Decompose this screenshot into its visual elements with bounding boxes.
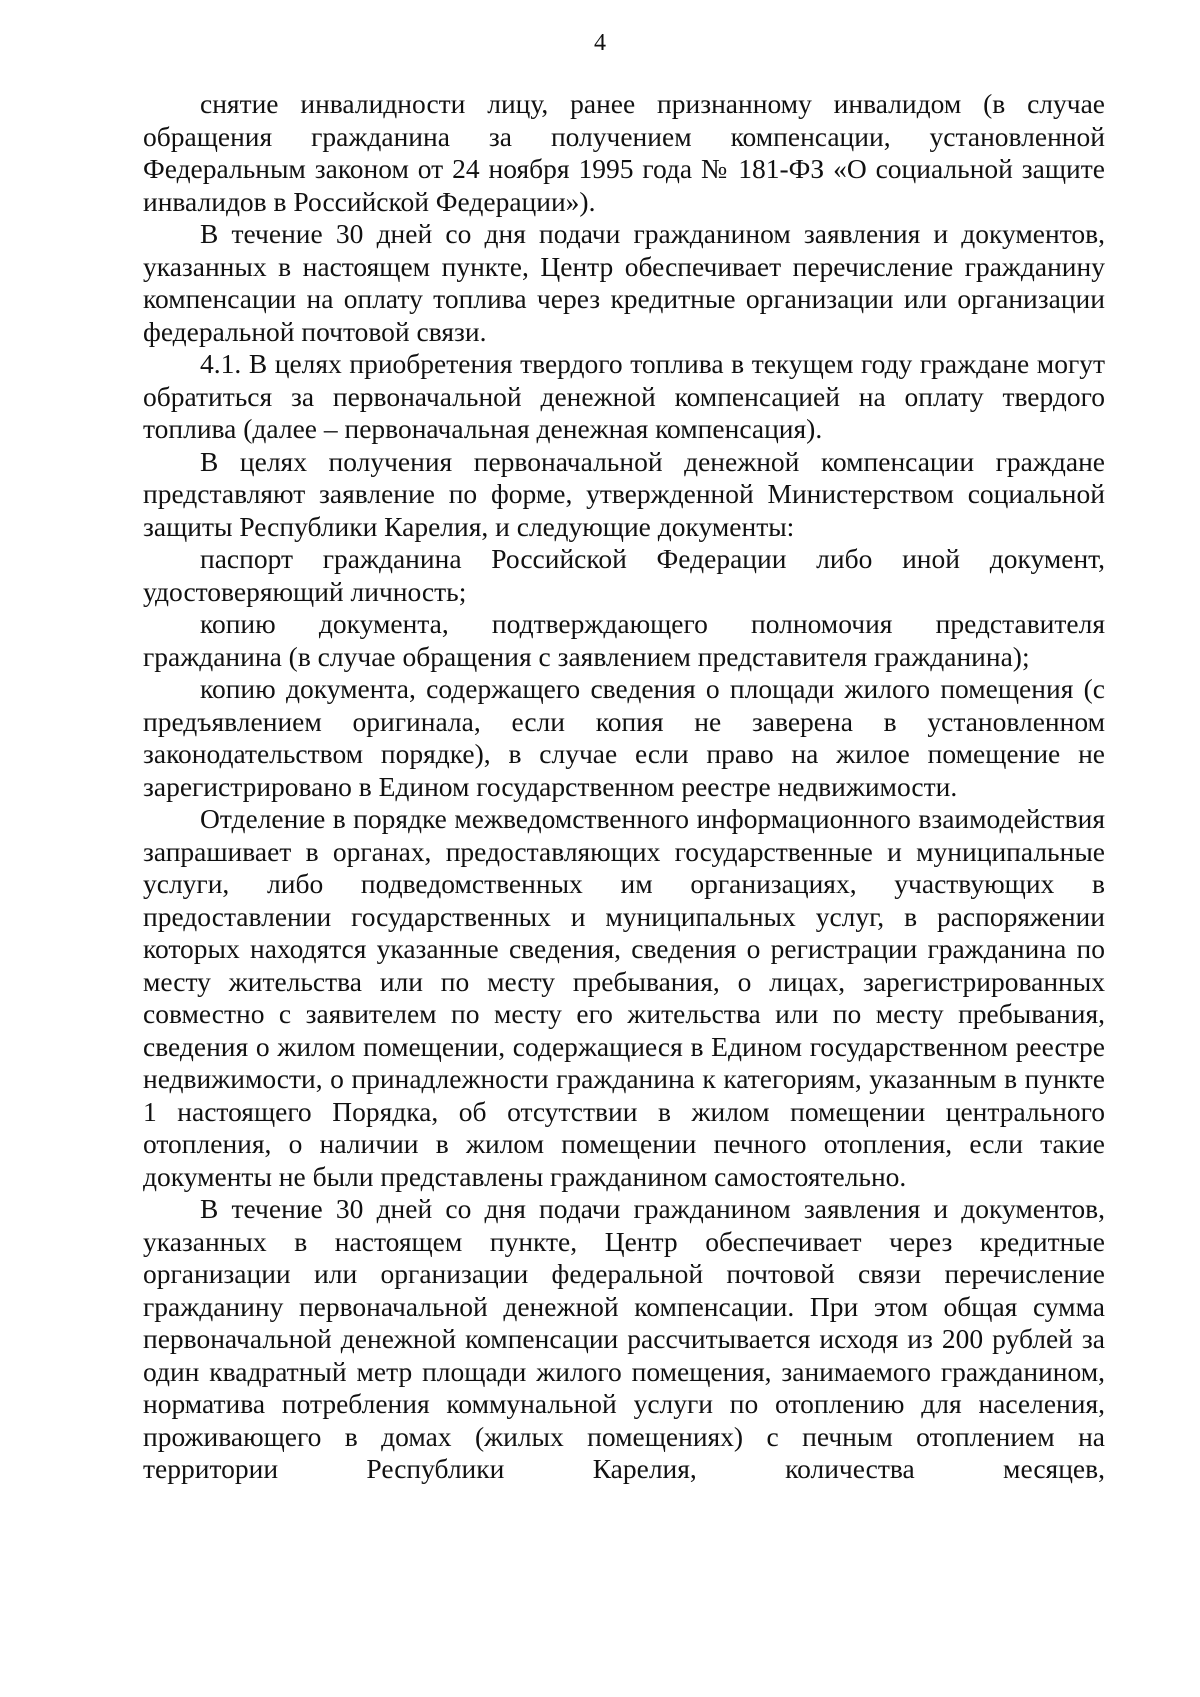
paragraph-representative-copy: копию документа, подтверждающего полномочия представителя гражданина (в случае обращения с заявлением представителя гражданина); (143, 608, 1105, 672)
paragraph-passport: паспорт гражданина Российской Федерации либо иной документ, удостоверяющий личность; (143, 543, 1105, 607)
page-number: 4 (594, 30, 606, 56)
document-body (143, 88, 1105, 1486)
paragraph-compensation-transfer: В течение 30 дней со дня подачи гражданином заявления и документов, указанных в настоящем пункте, Центр обеспечивает перечисление гражданину компенсации на оплату топлива через кредитные организации или организации федеральной почтовой связи. (143, 218, 1105, 347)
paragraph-disability-removal: снятие инвалидности лицу, ранее признанному инвалидом (в случае обращения гражданина за получением компенсации, установленной Федеральным законом от 24 ноября 1995 года № 181-ФЗ «О социальной защите инвалидов в Российской Федерации»). (143, 88, 1105, 217)
paragraph-section-4-1: 4.1. В целях приобретения твердого топлива в текущем году граждане могут обратиться за первоначальной денежной компенсацией на оплату твердого топлива (далее – первоначальная денежная компенсация). (143, 348, 1105, 444)
paragraph-housing-area-copy: копию документа, содержащего сведения о площади жилого помещения (с предъявлением оригинала, если копия не заверена в установленном законодательством порядке), в случае если право на жилое помещение не зарегистрировано в Едином государственном реестре недвижимости. (143, 673, 1105, 802)
paragraph-interagency-request: Отделение в порядке межведомственного информационного взаимодействия запрашивает в органах, предоставляющих государственные и муниципальные услуги, либо подведомственных им организациях, участвующих в предоставлении государственных и муниципальных услуг, в распоряжении которых находятся указанные сведения, сведения о регистрации гражданина по месту жительства или по месту пребывания, о лицах, зарегистрированных совместно с заявителем по месту его жительства или по месту пребывания, сведения о жилом помещении, содержащиеся в Едином государственном реестре недвижимости, о принадлежности гражданина к категориям, указанным в пункте 1 настоящего Порядка, об отсутствии в жилом помещении центрального отопления, о наличии в жилом помещении печного отопления, если такие документы не были представлены гражданином самостоятельно. (143, 803, 1105, 1192)
paragraph-initial-compensation-calculation: В течение 30 дней со дня подачи гражданином заявления и документов, указанных в настоящем пункте, Центр обеспечивает через кредитные организации или организации федеральной почтовой связи перечисление гражданину первоначальной денежной компенсации. При этом общая сумма первоначальной денежной компенсации рассчитывается исходя из 200 рублей за один квадратный метр площади жилого помещения, занимаемого гражданином, норматива потребления коммунальной услуги по отоплению для населения, проживающего в домах (жилых помещениях) с печным отоплением на территории Республики Карелия, количества месяцев, (143, 1193, 1105, 1484)
paragraph-application-documents: В целях получения первоначальной денежной компенсации граждане представляют заявление по форме, утвержденной Министерством социальной защиты Республики Карелия, и следующие документы: (143, 445, 1105, 542)
